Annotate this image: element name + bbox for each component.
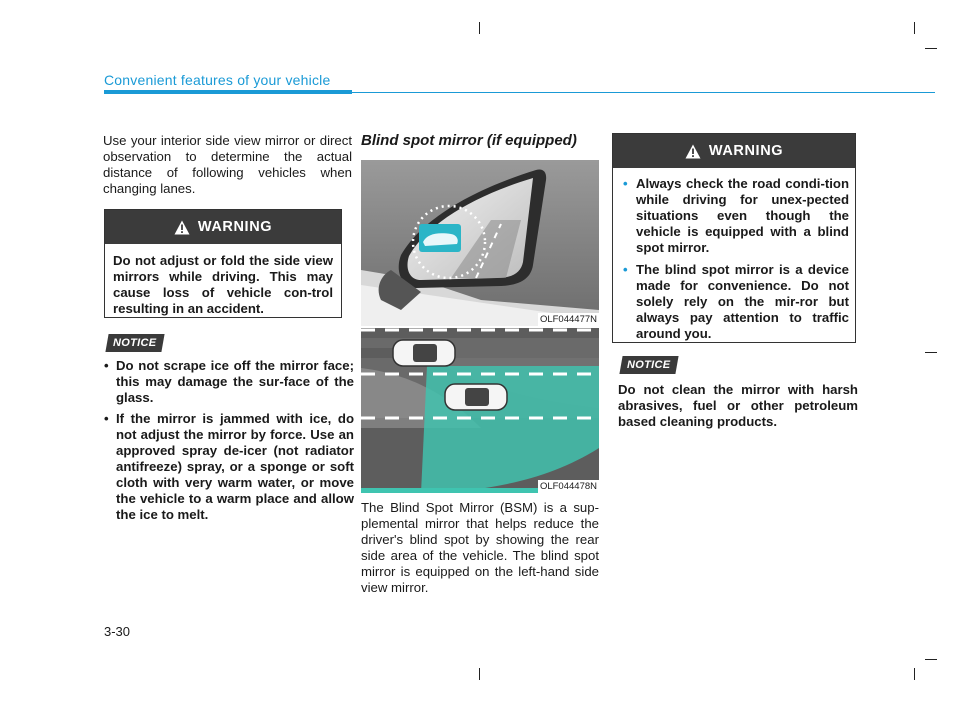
list-item: • Do not scrape ice off the mirror face; this may damage the sur-face of the glass.: [104, 358, 354, 406]
notice-label: NOTICE: [113, 337, 157, 349]
warning-box-right: [612, 133, 856, 343]
crop-mark: [925, 659, 937, 660]
list-item: • If the mirror is jammed with ice, do not adjust the mirror by force. Use an approved spray de-icer (not radiator antifreeze) spray, or a sponge or soft cloth with very warm water, or move the vehicle to a warm place and allow the ice to melt.: [104, 411, 354, 523]
warning-list: [613, 168, 855, 342]
warning-triangle-icon: [685, 144, 701, 159]
warning-title: WARNING: [708, 143, 784, 159]
car-icon: [393, 340, 455, 366]
warning-triangle-icon: [174, 220, 190, 235]
notice-badge-right: [619, 356, 678, 374]
crop-mark: [479, 668, 480, 680]
crop-mark: [925, 48, 937, 49]
intro-paragraph: Use your interior side view mirror or direct observation to determine the actual distance of following vehicles when changing lanes.: [103, 133, 352, 196]
notice-text-right: Do not clean the mirror with harsh abrasives, fuel or other petroleum based cleaning products.: [618, 382, 858, 429]
notice-label: NOTICE: [627, 359, 671, 371]
crop-mark: [479, 22, 480, 34]
figure-mirror: [361, 160, 599, 326]
crop-mark: [914, 22, 915, 34]
list-item: • The blind spot mirror is a device made for convenience. Do not solely rely on the mir-ror but always pay attention to traffic around you.: [621, 262, 849, 342]
header-accent-bar: [104, 90, 352, 94]
notice-list-left: [104, 358, 354, 528]
page-number: 3-30: [104, 624, 131, 639]
warning-title: WARNING: [197, 219, 273, 235]
crop-mark: [914, 668, 915, 680]
header-rule: [352, 92, 935, 93]
bsm-description: The Blind Spot Mirror (BSM) is a sup-plemental mirror that helps reduce the driver's blind spot by showing the rear side area of the vehicle. The blind spot mirror is equipped on the left-hand side view mirror.: [361, 500, 599, 595]
warning-text: Do not adjust or fold the side view mirrors while driving. This may cause loss of vehicle con-trol resulting in an accident.: [113, 253, 333, 316]
figure-coverage-diagram: [361, 328, 599, 493]
figure-code: OLF044478N: [539, 481, 597, 492]
warning-header: [105, 210, 341, 244]
figure-code: OLF044477N: [539, 314, 597, 325]
section-header: Convenient features of your vehicle: [104, 72, 331, 88]
car-icon: [445, 384, 507, 410]
warning-header: [613, 134, 855, 168]
mirror-illustration: [361, 160, 599, 326]
warning-box-left: [104, 209, 342, 318]
coverage-illustration: [361, 328, 599, 493]
list-item: • Always check the road condi-tion while driving for unex-pected situations even though the vehicle is equipped with a blind spot mirror.: [621, 176, 849, 256]
notice-badge-left: [105, 334, 164, 352]
crop-mark: [925, 352, 937, 353]
section-title-bsm: Blind spot mirror (if equipped): [361, 132, 577, 149]
